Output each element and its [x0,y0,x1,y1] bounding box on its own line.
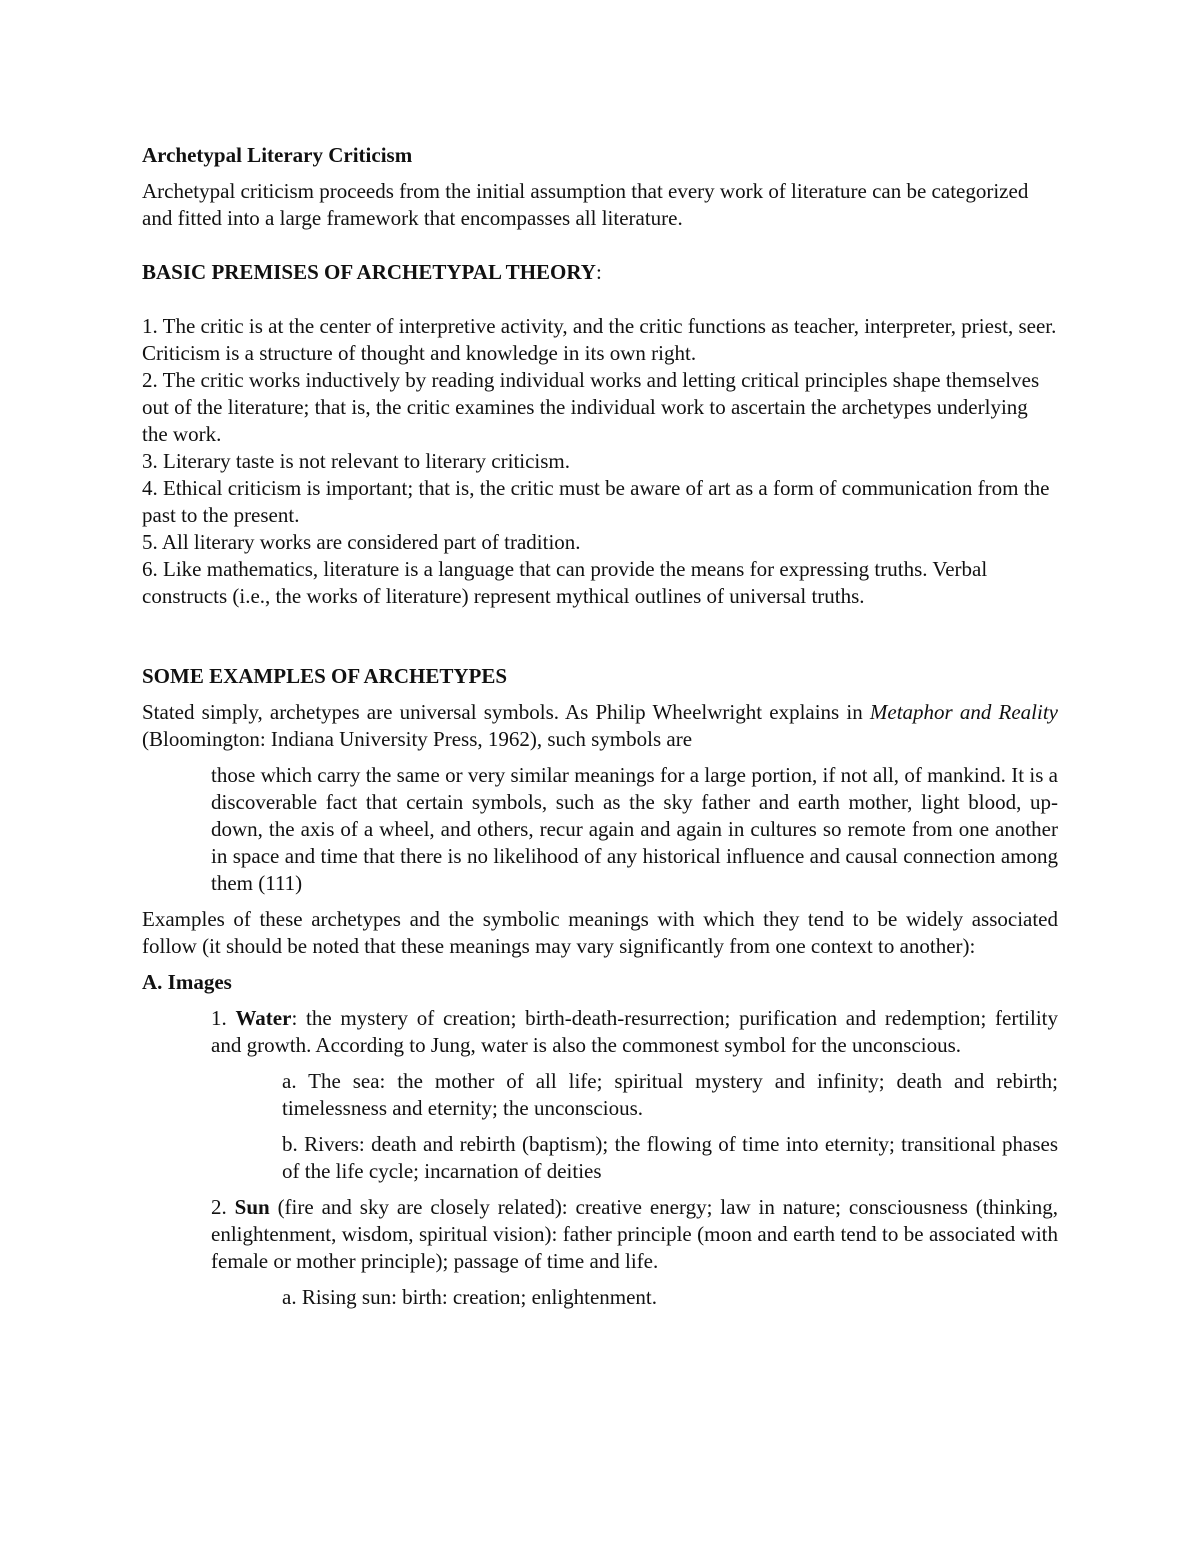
premise-item: 1. The critic is at the center of interpretive activity, and the critic functions as teacher, interpreter, priest, seer. Criticism is a structure of thought and knowledge in its own right. [142,314,1057,365]
water-number: 1. [211,1006,236,1030]
sun-number: 2. [211,1195,235,1219]
sun-text: (fire and sky are closely related): creative energy; law in nature; consciousness (thinking, enlightenment, wisdom, spiritual vision): father principle (moon and earth tend to be associated with female or mother principle); passage of time and life. [211,1195,1059,1273]
premise-item: 3. Literary taste is not relevant to literary criticism. [142,449,571,473]
wheelwright-after: (Bloomington: Indiana University Press, 1962), such symbols are [142,727,693,751]
examples-intro: Examples of these archetypes and the symbolic meanings with which they tend to be widely associated follow (it should be noted that these meanings may vary significantly from one context to another): [142,907,1058,958]
premises-heading [142,259,1058,286]
premise-item: 6. Like mathematics, literature is a language that can provide the means for expressing truths. Verbal constructs (i.e., the works of literature) represent mythical outlines of universal truths. [142,557,988,608]
sun-sub-rising: a. Rising sun: birth: creation; enlightenment. [282,1285,658,1309]
document-page [142,142,1058,1320]
premises-heading-text: BASIC PREMISES OF ARCHETYPAL THEORY [142,260,596,284]
water-text: : the mystery of creation; birth-death-resurrection; purification and redemption; fertility and growth. According to Jung, water is also the commonest symbol for the unconscious. [211,1006,1058,1057]
examples-heading: SOME EXAMPLES OF ARCHETYPES [142,664,508,688]
images-heading: A. Images [142,970,232,994]
wheelwright-before: Stated simply, archetypes are universal symbols. As Philip Wheelwright explains in [142,700,870,724]
wheelwright-paragraph [142,699,1058,753]
water-item [211,1005,1058,1059]
block-quote: those which carry the same or very similar meanings for a large portion, if not all, of mankind. It is a discoverable fact that certain symbols, such as the sky father and earth mother, light blood, up-down, the axis of a wheel, and others, recur again and again in cultures so remote from one another in space and time that there is no likelihood of any historical influence and causal connection among them (111) [211,763,1058,895]
premise-item: 4. Ethical criticism is important; that is, the critic must be aware of art as a form of communication from the past to the present. [142,476,1050,527]
intro-paragraph: Archetypal criticism proceeds from the initial assumption that every work of literature can be categorized and fitted into a large framework that encompasses all literature. [142,179,1029,230]
document-title: Archetypal Literary Criticism [142,143,413,167]
premise-item: 5. All literary works are considered part of tradition. [142,530,581,554]
water-term: Water [235,1006,292,1030]
sun-term: Sun [234,1195,270,1219]
book-title: Metaphor and Reality [869,700,1059,724]
premises-heading-colon: : [595,260,602,284]
sun-item [211,1194,1058,1275]
water-sub-rivers: b. Rivers: death and rebirth (baptism); the flowing of time into eternity; transitional phases of the life cycle; incarnation of deities [282,1132,1058,1183]
premise-item: 2. The critic works inductively by reading individual works and letting critical principles shape themselves out of the literature; that is, the critic examines the individual work to ascertain the archetypes underlying the work. [142,368,1040,446]
water-sub-sea: a. The sea: the mother of all life; spiritual mystery and infinity; death and rebirth; timelessness and eternity; the unconscious. [282,1069,1058,1120]
premises-list [142,313,1058,610]
